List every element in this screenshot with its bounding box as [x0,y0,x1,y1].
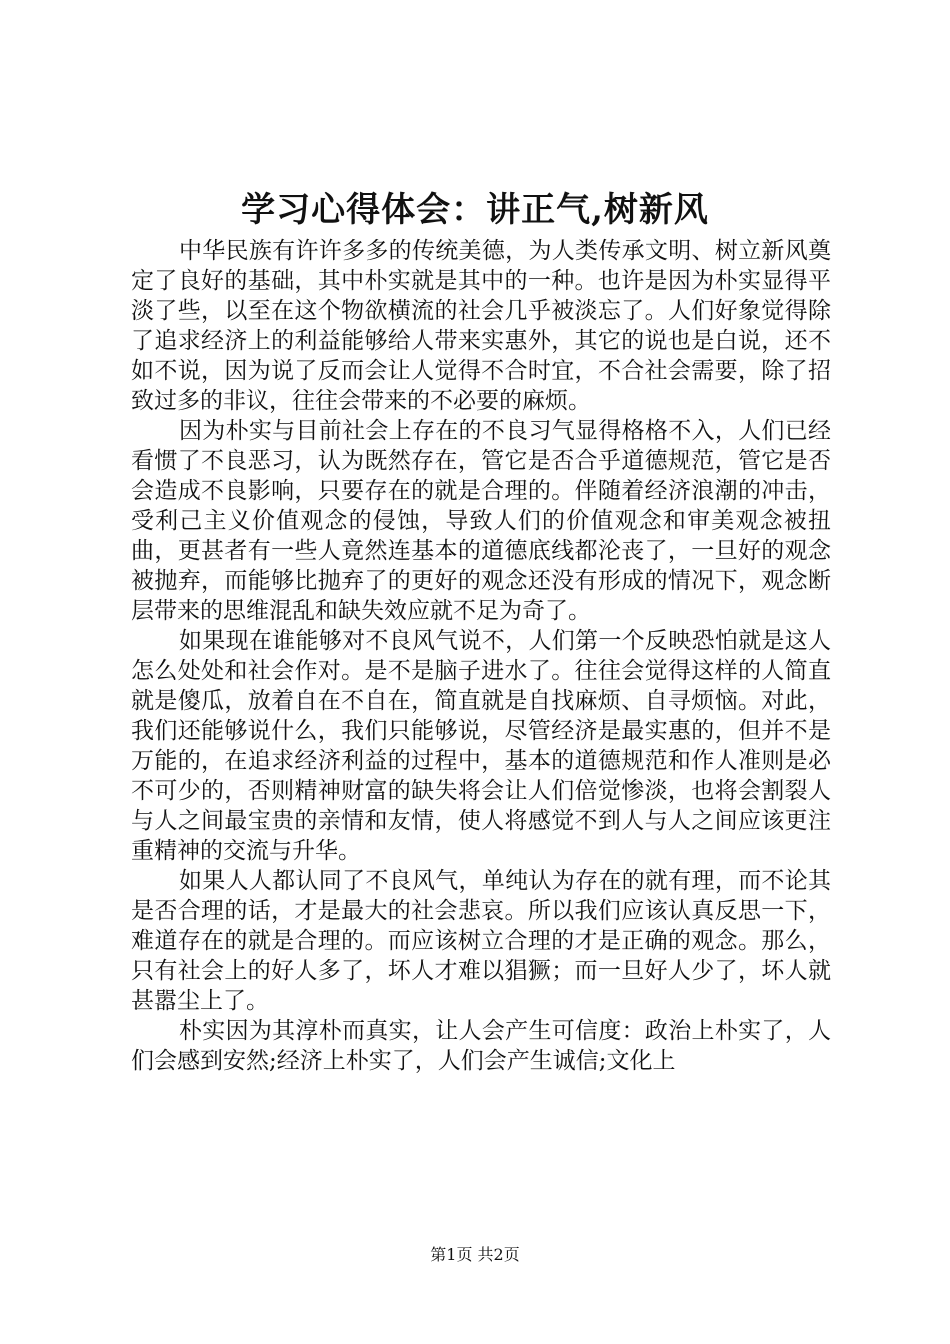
page-number-footer: 第1页 共2页 [430,1245,520,1264]
paragraph-2: 因为朴实与目前社会上存在的不良习气显得格格不入，人们已经看惯了不良恶习，认为既然存在，管它是否合乎道德规范，管它是否会造成不良影响，只要存在的就是合理的。伴随着经济浪潮的冲击，受利己主义价值观念的侵蚀，导致人们的价值观念和审美观念被扭曲，更甚者有一些人竟然连基本的道德底线都沦丧了，一旦好的观念被抛弃，而能够比抛弃了的更好的观念还没有形成的情况下，观念断层带来的思维混乱和缺失效应就不足为奇了。 [131,418,831,624]
paragraph-1: 中华民族有许许多多的传统美德，为人类传承文明、树立新风奠定了良好的基础，其中朴实就是其中的一种。也许是因为朴实显得平淡了些，以至在这个物欲横流的社会几乎被淡忘了。人们好象觉得除了追求经济上的利益能够给人带来实惠外，其它的说也是白说，还不如不说，因为说了反而会让人觉得不合时宜，不合社会需要，除了招致过多的非议，往往会带来的不必要的麻烦。 [131,238,831,414]
document-title: 学习心得体会：讲正气,树新风 [241,190,709,230]
paragraph-3: 如果现在谁能够对不良风气说不，人们第一个反映恐怕就是这人怎么处处和社会作对。是不是脑子进水了。往往会觉得这样的人简直就是傻瓜，放着自在不自在，简直就是自找麻烦、自寻烦恼。对此，我们还能够说什么，我们只能够说，尽管经济是最实惠的，但并不是万能的，在追求经济利益的过程中，基本的道德规范和作人准则是必不可少的，否则精神财富的缺失将会让人们倍觉惨淡，也将会割裂人与人之间最宝贵的亲情和友情，使人将感觉不到人与人之间应该更注重精神的交流与升华。 [131,628,831,864]
paragraph-5: 朴实因为其淳朴而真实，让人会产生可信度：政治上朴实了，人们会感到安然;经济上朴实了，人们会产生诚信;文化上 [131,1018,831,1074]
document-body [131,236,831,1076]
paragraph-4: 如果人人都认同了不良风气，单纯认为存在的就有理，而不论其是否合理的话，才是最大的社会悲哀。所以我们应该认真反思一下，难道存在的就是合理的。而应该树立合理的才是正确的观念。那么，只有社会上的好人多了，坏人才难以猖獗；而一旦好人少了，坏人就甚嚣尘上了。 [131,868,831,1014]
